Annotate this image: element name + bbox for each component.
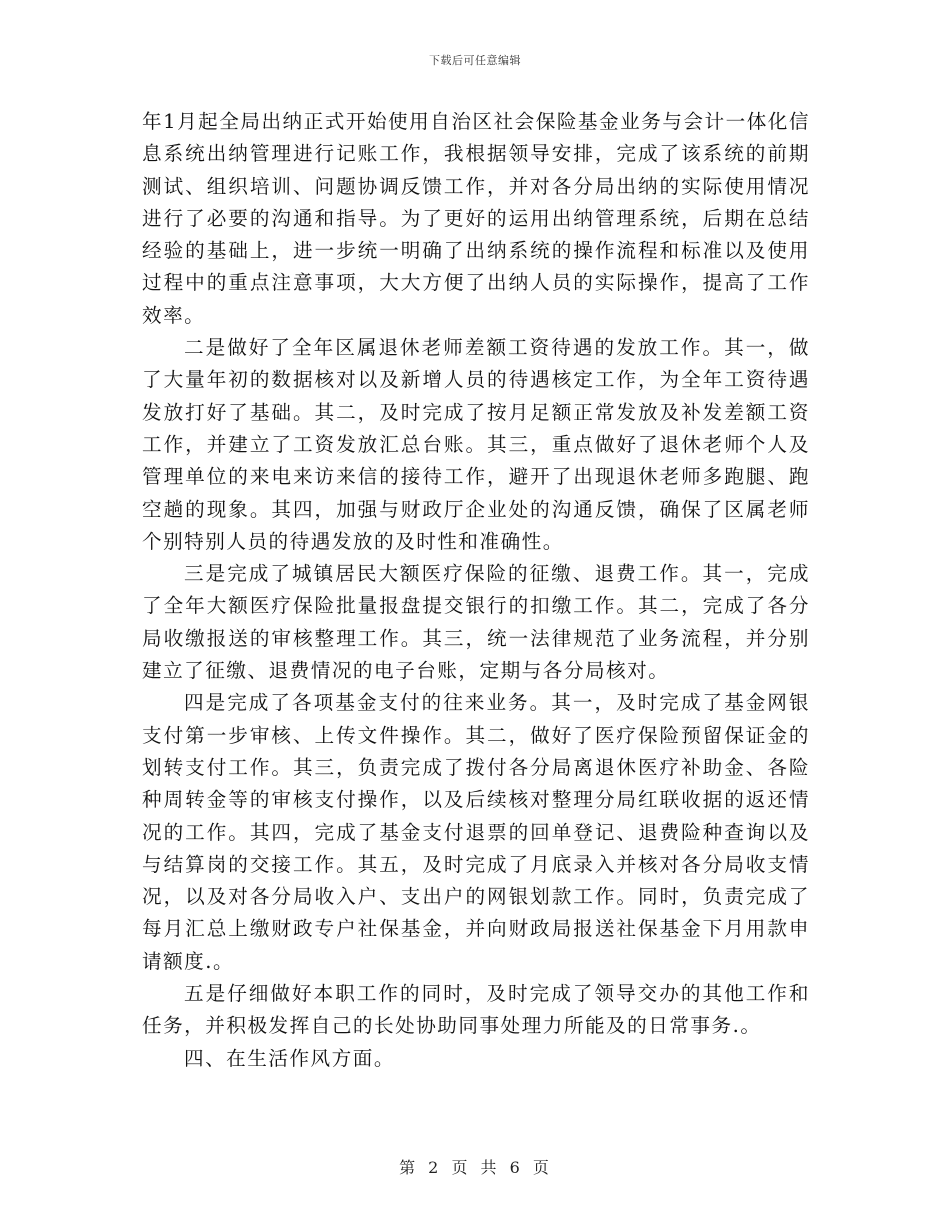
paragraph-5: 五是仔细做好本职工作的同时，及时完成了领导交办的其他工作和任务，并积极发挥自己的长处协助同事处理力所能及的日常事务.。 — [142, 982, 810, 1038]
paragraph-2: 二是做好了全年区属退休老师差额工资待遇的发放工作。其一，做了大量年初的数据核对以及新增人员的待遇核定工作，为全年工资待遇发放打好了基础。其二，及时完成了按月足额正常发放及补发差额工资工作，并建立了工资发放汇总台账。其三，重点做好了退休老师个人及管理单位的来电来访来信的接待工作，避开了出现退休老师多跑腿、跑空趟的现象。其四，加强与财政厅企业处的沟通反馈，确保了区属老师个别特别人员的待遇发放的及时性和准确性。 — [142, 336, 810, 553]
document-body — [142, 106, 810, 1075]
paragraph-6: 四、在生活作风方面。 — [184, 1046, 395, 1070]
paragraph-3: 三是完成了城镇居民大额医疗保险的征缴、退费工作。其一，完成了全年大额医疗保险批量报盘提交银行的扣缴工作。其二，完成了各分局收缴报送的审核整理工作。其三，统一法律规范了业务流程，并分别建立了征缴、退费情况的电子台账，定期与各分局核对。 — [142, 562, 810, 683]
page-number: 第 2 页 共 6 页 — [399, 1158, 551, 1177]
page-header-note: 下载后可任意编辑 — [429, 54, 521, 67]
paragraph-4: 四是完成了各项基金支付的往来业务。其一，及时完成了基金网银支付第一步审核、上传文件操作。其二，做好了医疗保险预留保证金的划转支付工作。其三，负责完成了拨付各分局离退休医疗补助金、各险种周转金等的审核支付操作，以及后续核对整理分局红联收据的返还情况的工作。其四，完成了基金支付退票的回单登记、退费险种查询以及与结算岗的交接工作。其五，及时完成了月底录入并核对各分局收支情况，以及对各分局收入户、支出户的网银划款工作。同时，负责完成了每月汇总上缴财政专户社保基金，并向财政局报送社保基金下月用款申请额度.。 — [142, 691, 810, 973]
paragraph-1: 年1月起全局出纳正式开始使用自治区社会保险基金业务与会计一体化信息系统出纳管理进行记账工作，我根据领导安排，完成了该系统的前期测试、组织培训、问题协调反馈工作，并对各分局出纳的实际使用情况进行了必要的沟通和指导。为了更好的运用出纳管理系统，后期在总结经验的基础上，进一步统一明确了出纳系统的操作流程和标准以及使用过程中的重点注意事项，大大方便了出纳人员的实际操作，提高了工作效率。 — [142, 110, 810, 327]
